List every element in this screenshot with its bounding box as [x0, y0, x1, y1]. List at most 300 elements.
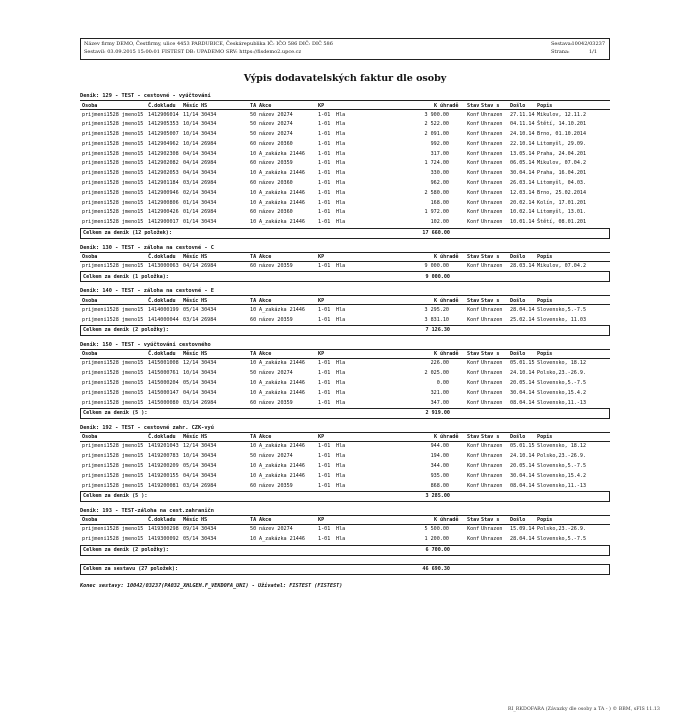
column-header-popis: Popis — [537, 351, 553, 358]
column-header-stav: Stav — [467, 102, 480, 109]
cell-os: prijmeni1528 jmeno15 — [82, 121, 144, 128]
cell-popis: Polsko,23.-26.9. — [537, 453, 587, 460]
column-header-hs: HS — [201, 434, 208, 441]
cell-dok: 1415000761 — [148, 370, 179, 377]
cell-kc: 344.00 — [430, 463, 449, 470]
table-row — [80, 159, 610, 169]
column-header-akce: Akce — [259, 102, 272, 109]
grand-total — [80, 564, 610, 575]
column-header-kp: KP — [318, 254, 325, 261]
cell-kp2: Hla — [336, 370, 346, 377]
cell-akce: A_zakázka 21446 — [259, 389, 306, 396]
column-header-popis: Popis — [537, 297, 553, 304]
table-row — [80, 359, 610, 369]
grand-total-label: Celkem za sestavu (27 položek): — [83, 566, 179, 573]
column-header-kp: KP — [318, 517, 325, 524]
cell-hs: 30434 — [201, 150, 217, 157]
cell-doslo: 13.05.14 — [510, 150, 535, 157]
cell-hs: 30434 — [201, 443, 217, 450]
section-total-value: 7 126.30 — [425, 327, 450, 334]
cell-mes: 05/14 — [183, 463, 199, 470]
cell-dok: 1419200155 — [148, 472, 179, 479]
cell-mes: 04/14 — [183, 160, 199, 167]
cell-kp: 1-01 — [318, 306, 331, 313]
cell-stav: Konf — [467, 316, 480, 323]
table-header — [80, 295, 610, 305]
column-header-stavs: Stav s — [481, 254, 500, 261]
cell-kp: 1-01 — [318, 170, 331, 177]
cell-os: prijmeni1528 jmeno15 — [82, 482, 144, 489]
cell-mes: 04/14 — [183, 472, 199, 479]
cell-popis: Slovensko,15.4.2 — [537, 389, 587, 396]
cell-akce: název 20274 — [259, 121, 293, 128]
cell-popis: Štětí, 08.01.201 — [537, 219, 587, 226]
cell-kp: 1-01 — [318, 370, 331, 377]
cell-doslo: 05.01.15 — [510, 443, 535, 450]
cell-kp: 1-01 — [318, 316, 331, 323]
cell-akce: název 20360 — [259, 209, 293, 216]
cell-dok: 1412905353 — [148, 121, 179, 128]
cell-kc: 5 500.00 — [424, 526, 449, 533]
table-header — [80, 100, 610, 110]
cell-popis: Slovensko,5.-7.5 — [537, 463, 587, 470]
cell-mes: 03/14 — [183, 180, 199, 187]
column-header-stav: Stav — [467, 351, 480, 358]
cell-doslo: 20.02.14 — [510, 199, 535, 206]
cell-stavs: Uhrazen — [481, 306, 503, 313]
table-row — [80, 169, 610, 179]
cell-os: prijmeni1528 jmeno15 — [82, 526, 144, 533]
section-total — [80, 408, 610, 419]
cell-kp: 1-01 — [318, 482, 331, 489]
cell-kp: 1-01 — [318, 219, 331, 226]
cell-kp2: Hla — [336, 536, 346, 543]
cell-popis: Praha, 16.04.201 — [537, 170, 587, 177]
cell-stav: Konf — [467, 472, 480, 479]
column-header-popis: Popis — [537, 102, 553, 109]
cell-ta: 10 — [250, 380, 257, 387]
cell-kp2: Hla — [336, 526, 346, 533]
cell-ta: 10 — [250, 472, 257, 479]
strana-value: 1/1 — [588, 49, 597, 55]
cell-akce: název 20359 — [259, 160, 293, 167]
cell-mes: 04/14 — [183, 263, 199, 270]
cell-kp: 1-01 — [318, 360, 331, 367]
cell-dok: 1419300092 — [148, 536, 179, 543]
cell-os: prijmeni1528 jmeno15 — [82, 453, 144, 460]
cell-stav: Konf — [467, 140, 480, 147]
cell-stav: Konf — [467, 199, 480, 206]
cell-doslo: 10.01.14 — [510, 219, 535, 226]
cell-hs: 30434 — [201, 219, 217, 226]
cell-stavs: Uhrazen — [481, 453, 503, 460]
cell-kp2: Hla — [336, 316, 346, 323]
table-row — [80, 369, 610, 379]
cell-stavs: Uhrazen — [481, 463, 503, 470]
cell-kc: 321.00 — [430, 389, 449, 396]
column-header-ta: TA — [250, 517, 257, 524]
cell-stav: Konf — [467, 160, 480, 167]
cell-dok: 1415001008 — [148, 360, 179, 367]
cell-hs: 30434 — [201, 360, 217, 367]
column-header-stavs: Stav s — [481, 517, 500, 524]
cell-stavs: Uhrazen — [481, 482, 503, 489]
cell-stav: Konf — [467, 170, 480, 177]
cell-kp: 1-01 — [318, 160, 331, 167]
cell-hs: 30434 — [201, 111, 217, 118]
cell-popis: Slovensko,5.-7.5 — [537, 536, 587, 543]
cell-os: prijmeni1528 jmeno15 — [82, 219, 144, 226]
column-header-doklad: Č.dokladu — [148, 102, 176, 109]
cell-dok: 1412904962 — [148, 140, 179, 147]
cell-dok: 1419200783 — [148, 453, 179, 460]
cell-hs: 30434 — [201, 536, 217, 543]
cell-kp: 1-01 — [318, 180, 331, 187]
report-header — [80, 38, 610, 60]
cell-mes: 11/14 — [183, 111, 199, 118]
cell-kp2: Hla — [336, 389, 346, 396]
cell-stavs: Uhrazen — [481, 199, 503, 206]
cell-akce: název 20274 — [259, 111, 293, 118]
cell-mes: 05/14 — [183, 536, 199, 543]
cell-os: prijmeni1528 jmeno15 — [82, 389, 144, 396]
cell-stavs: Uhrazen — [481, 189, 503, 196]
cell-stavs: Uhrazen — [481, 131, 503, 138]
cell-mes: 10/14 — [183, 370, 199, 377]
table-row — [80, 139, 610, 149]
cell-popis: Slovensko, 18.12 — [537, 360, 587, 367]
cell-akce: název 20360 — [259, 180, 293, 187]
column-header-stavs: Stav s — [481, 434, 500, 441]
cell-dok: 1415000204 — [148, 380, 179, 387]
column-header-doklad: Č.dokladu — [148, 297, 176, 304]
cell-stav: Konf — [467, 453, 480, 460]
section-total-value: 3 285.00 — [425, 493, 450, 500]
table-row — [80, 120, 610, 130]
created-line: Sestavil: 03.09.2015 15:00:01 FISTEST DB: UPADEMO SRV: https://fisdemo2.upce.cz — [84, 49, 302, 55]
cell-mes: 04/14 — [183, 150, 199, 157]
column-header-stavs: Stav s — [481, 102, 500, 109]
table-row — [80, 305, 610, 315]
cell-dok: 1419201043 — [148, 443, 179, 450]
table-row — [80, 179, 610, 189]
cell-stav: Konf — [467, 209, 480, 216]
cell-ta: 50 — [250, 526, 257, 533]
cell-doslo: 24.10.14 — [510, 453, 535, 460]
cell-kc: 2 522.00 — [424, 121, 449, 128]
column-header-k: K — [434, 102, 438, 109]
column-header-k: K — [434, 517, 438, 524]
cell-stav: Konf — [467, 111, 480, 118]
cell-stav: Konf — [467, 360, 480, 367]
section-title: Deník: 150 - TEST - vyúčtování cestovného — [80, 341, 211, 348]
cell-akce: název 20274 — [259, 453, 293, 460]
section-title: Deník: 130 - TEST - záloha na cestovné - C — [80, 244, 214, 251]
column-header-stav: Stav — [467, 254, 480, 261]
column-header-hs: HS — [201, 351, 208, 358]
cell-ta: 50 — [250, 370, 257, 377]
cell-hs: 30434 — [201, 131, 217, 138]
section-total — [80, 491, 610, 502]
section-total-label: Celkem za deník (1 položka): — [83, 273, 169, 280]
cell-ta: 10 — [250, 360, 257, 367]
cell-os: prijmeni1528 jmeno15 — [82, 140, 144, 147]
column-header-ta: TA — [250, 351, 257, 358]
journal-section — [80, 288, 610, 336]
table-row — [80, 218, 610, 228]
cell-stavs: Uhrazen — [481, 150, 503, 157]
cell-kp: 1-01 — [318, 453, 331, 460]
cell-stavs: Uhrazen — [481, 111, 503, 118]
cell-stavs: Uhrazen — [481, 380, 503, 387]
cell-ta: 10 — [250, 536, 257, 543]
column-header-akce: Akce — [259, 517, 272, 524]
cell-doslo: 28.04.14 — [510, 306, 535, 313]
section-total — [80, 545, 610, 556]
section-total-value: 9 000.00 — [425, 273, 450, 280]
column-header-osoba: Osoba — [82, 254, 98, 261]
cell-stav: Konf — [467, 399, 480, 406]
cell-ta: 10 — [250, 443, 257, 450]
cell-stavs: Uhrazen — [481, 399, 503, 406]
cell-stav: Konf — [467, 131, 480, 138]
cell-stavs: Uhrazen — [481, 443, 503, 450]
cell-popis: Slovensko, 11.03 — [537, 316, 587, 323]
cell-ta: 60 — [250, 263, 257, 270]
cell-akce: A_zakázka 21446 — [259, 306, 306, 313]
cell-kc: 992.00 — [430, 140, 449, 147]
cell-os: prijmeni1528 jmeno15 — [82, 189, 144, 196]
cell-kp: 1-01 — [318, 389, 331, 396]
column-header-uhrada: úhradě — [440, 434, 459, 441]
cell-stavs: Uhrazen — [481, 316, 503, 323]
cell-hs: 26984 — [201, 399, 217, 406]
cell-kp2: Hla — [336, 170, 346, 177]
cell-os: prijmeni1528 jmeno15 — [82, 209, 144, 216]
cell-stavs: Uhrazen — [481, 209, 503, 216]
cell-kc: 1 724.00 — [424, 160, 449, 167]
column-header-doslo: Došlo — [510, 297, 526, 304]
cell-kp2: Hla — [336, 263, 346, 270]
cell-kp: 1-01 — [318, 463, 331, 470]
cell-kp2: Hla — [336, 131, 346, 138]
cell-doslo: 30.04.14 — [510, 170, 535, 177]
cell-kp2: Hla — [336, 360, 346, 367]
table-row — [80, 262, 610, 272]
column-header-popis: Popis — [537, 434, 553, 441]
column-header-stav: Stav — [467, 297, 480, 304]
cell-kp2: Hla — [336, 160, 346, 167]
column-header-hs: HS — [201, 517, 208, 524]
column-header-ta: TA — [250, 434, 257, 441]
section-title: Deník: 192 - TEST - cestovné zahr. CZK-vyú — [80, 424, 214, 431]
column-header-kp: KP — [318, 351, 325, 358]
column-header-osoba: Osoba — [82, 351, 98, 358]
cell-doslo: 28.04.14 — [510, 536, 535, 543]
cell-popis: Slovensko,5.-7.5 — [537, 380, 587, 387]
cell-stav: Konf — [467, 443, 480, 450]
cell-akce: A_zakázka 21446 — [259, 170, 306, 177]
section-total-label: Celkem za deník (2 položky): — [83, 327, 169, 334]
cell-akce: název 20359 — [259, 482, 293, 489]
cell-dok: 1414000199 — [148, 306, 179, 313]
cell-ta: 60 — [250, 482, 257, 489]
cell-os: prijmeni1528 jmeno15 — [82, 463, 144, 470]
table-row — [80, 442, 610, 452]
column-header-akce: Akce — [259, 297, 272, 304]
column-header-doslo: Došlo — [510, 517, 526, 524]
table-row — [80, 110, 610, 120]
cell-ta: 50 — [250, 131, 257, 138]
cell-popis: Polsko,23.-26.9. — [537, 526, 587, 533]
cell-popis: Slovensko,15.4.2 — [537, 472, 587, 479]
cell-os: prijmeni1528 jmeno15 — [82, 160, 144, 167]
cell-doslo: 08.04.14 — [510, 482, 535, 489]
cell-os: prijmeni1528 jmeno15 — [82, 399, 144, 406]
cell-hs: 30434 — [201, 389, 217, 396]
cell-doslo: 05.01.15 — [510, 360, 535, 367]
cell-os: prijmeni1528 jmeno15 — [82, 306, 144, 313]
cell-kc: 9 000.00 — [424, 263, 449, 270]
table-row — [80, 315, 610, 325]
cell-stavs: Uhrazen — [481, 263, 503, 270]
cell-os: prijmeni1528 jmeno15 — [82, 536, 144, 543]
company-line: Název firmy DEMO, Čestfirmy, ulice 4453 PARDUBICE, Českárepublika IČ: IČO 586 DIČ: DIČ 586 — [84, 41, 333, 47]
report-signature: RI_RKDOFARA (Závazky dle osoby a TA - ) © BBM, sFIS 11.13 — [507, 707, 660, 712]
cell-dok: 1412900426 — [148, 209, 179, 216]
cell-popis: Štětí, 14.10.201 — [537, 121, 587, 128]
cell-stav: Konf — [467, 380, 480, 387]
cell-dok: 1412900806 — [148, 199, 179, 206]
cell-akce: A_zakázka 21446 — [259, 150, 306, 157]
table-header — [80, 252, 610, 262]
cell-stavs: Uhrazen — [481, 140, 503, 147]
cell-hs: 26984 — [201, 160, 217, 167]
cell-popis: Praha, 24.04.201 — [537, 150, 587, 157]
cell-akce: název 20360 — [259, 140, 293, 147]
cell-mes: 05/14 — [183, 380, 199, 387]
cell-stav: Konf — [467, 389, 480, 396]
column-header-ta: TA — [250, 102, 257, 109]
cell-stav: Konf — [467, 150, 480, 157]
cell-mes: 03/14 — [183, 482, 199, 489]
cell-popis: Litomyšl, 29.09. — [537, 140, 587, 147]
cell-doslo: 28.03.14 — [510, 263, 535, 270]
cell-doslo: 27.11.14 — [510, 111, 535, 118]
cell-kc: 226.00 — [430, 360, 449, 367]
cell-hs: 26984 — [201, 263, 217, 270]
cell-kp: 1-01 — [318, 472, 331, 479]
cell-kp: 1-01 — [318, 140, 331, 147]
table-row — [80, 198, 610, 208]
section-total-label: Celkem za deník (5 ): — [83, 410, 148, 417]
column-header-popis: Popis — [537, 254, 553, 261]
cell-akce: A_zakázka 21446 — [259, 472, 306, 479]
column-header-ta: TA — [250, 254, 257, 261]
cell-kp2: Hla — [336, 482, 346, 489]
column-header-kp: KP — [318, 297, 325, 304]
column-header-k: K — [434, 297, 438, 304]
column-header-mesic: Měsíc — [183, 517, 199, 524]
cell-kp2: Hla — [336, 140, 346, 147]
cell-kp: 1-01 — [318, 111, 331, 118]
section-total-value: 2 919.00 — [425, 410, 450, 417]
cell-ta: 60 — [250, 399, 257, 406]
cell-kp: 1-01 — [318, 150, 331, 157]
cell-mes: 02/14 — [183, 189, 199, 196]
table-row — [80, 481, 610, 491]
cell-hs: 30434 — [201, 380, 217, 387]
table-row — [80, 525, 610, 535]
column-header-doslo: Došlo — [510, 102, 526, 109]
cell-os: prijmeni1528 jmeno15 — [82, 131, 144, 138]
grand-total-value: 46 690.30 — [422, 566, 450, 573]
cell-stav: Konf — [467, 306, 480, 313]
cell-mes: 03/14 — [183, 399, 199, 406]
cell-ta: 50 — [250, 453, 257, 460]
cell-dok: 1412902308 — [148, 150, 179, 157]
cell-mes: 09/14 — [183, 526, 199, 533]
cell-mes: 03/14 — [183, 316, 199, 323]
column-header-kp: KP — [318, 102, 325, 109]
cell-doslo: 06.05.14 — [510, 160, 535, 167]
column-header-doklad: Č.dokladu — [148, 351, 176, 358]
cell-kc: 3 900.00 — [424, 111, 449, 118]
cell-mes: 01/14 — [183, 209, 199, 216]
cell-mes: 05/14 — [183, 306, 199, 313]
cell-kp: 1-01 — [318, 189, 331, 196]
cell-ta: 60 — [250, 140, 257, 147]
cell-os: prijmeni1528 jmeno15 — [82, 443, 144, 450]
cell-mes: 12/14 — [183, 443, 199, 450]
journal-section — [80, 425, 610, 502]
column-header-osoba: Osoba — [82, 102, 98, 109]
cell-os: prijmeni1528 jmeno15 — [82, 170, 144, 177]
cell-kc: 3 295.20 — [424, 306, 449, 313]
cell-kp: 1-01 — [318, 199, 331, 206]
cell-akce: A_zakázka 21446 — [259, 189, 306, 196]
cell-akce: A_zakázka 21446 — [259, 219, 306, 226]
column-header-kp: KP — [318, 434, 325, 441]
journal-section — [80, 245, 610, 283]
cell-kc: 194.00 — [430, 453, 449, 460]
column-header-akce: Akce — [259, 254, 272, 261]
cell-stav: Konf — [467, 526, 480, 533]
cell-doslo: 20.05.14 — [510, 380, 535, 387]
cell-dok: 1412901184 — [148, 180, 179, 187]
column-header-stavs: Stav s — [481, 297, 500, 304]
cell-ta: 60 — [250, 180, 257, 187]
section-total-label: Celkem za deník (2 položky): — [83, 547, 169, 554]
column-header-doklad: Č.dokladu — [148, 517, 176, 524]
cell-kp: 1-01 — [318, 536, 331, 543]
column-header-mesic: Měsíc — [183, 351, 199, 358]
cell-stav: Konf — [467, 121, 480, 128]
cell-os: prijmeni1528 jmeno15 — [82, 370, 144, 377]
cell-stavs: Uhrazen — [481, 170, 503, 177]
cell-popis: Slovensko,11.-13 — [537, 399, 587, 406]
cell-kp: 1-01 — [318, 263, 331, 270]
cell-kp2: Hla — [336, 121, 346, 128]
cell-popis: Mikulov, 07.04.2 — [537, 160, 587, 167]
cell-doslo: 15.09.14 — [510, 526, 535, 533]
cell-ta: 50 — [250, 121, 257, 128]
cell-os: prijmeni1528 jmeno15 — [82, 360, 144, 367]
cell-hs: 30434 — [201, 306, 217, 313]
cell-hs: 30434 — [201, 526, 217, 533]
cell-doslo: 12.03.14 — [510, 189, 535, 196]
page-title: Výpis dodavatelských faktur dle osoby — [243, 73, 447, 84]
